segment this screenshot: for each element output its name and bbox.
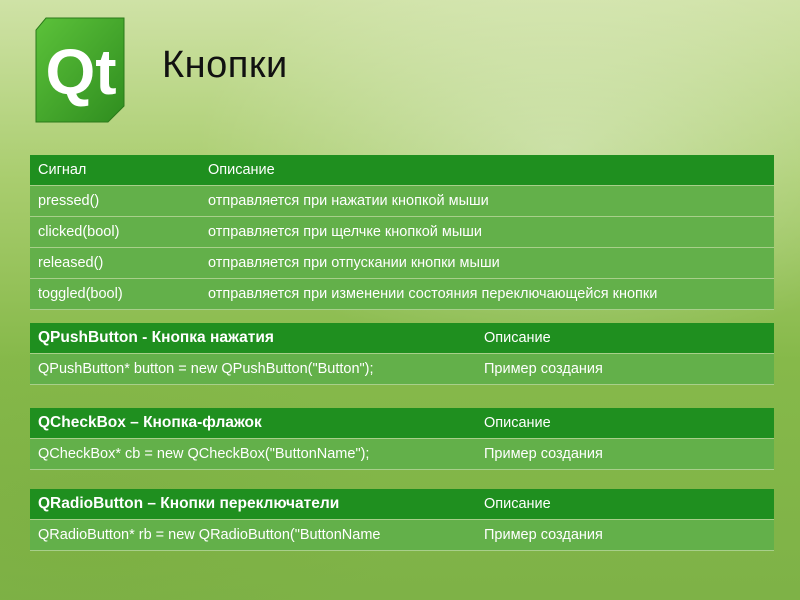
table-row bbox=[30, 520, 774, 551]
qt-logo-icon bbox=[32, 14, 130, 126]
table-row bbox=[30, 439, 774, 470]
header-signal: Сигнал bbox=[30, 155, 200, 186]
code-example: QRadioButton* rb = new QRadioButton("ButtonName bbox=[30, 520, 476, 551]
header-description: Описание bbox=[476, 489, 774, 520]
signals-table bbox=[30, 155, 774, 310]
qpushbutton-table bbox=[30, 323, 774, 385]
table-header-row bbox=[30, 408, 774, 439]
signal-name: clicked(bool) bbox=[30, 217, 200, 248]
signal-name: toggled(bool) bbox=[30, 279, 200, 310]
qt-logo-text: Qt bbox=[45, 36, 117, 108]
qcheckbox-table bbox=[30, 408, 774, 470]
signal-description: отправляется при нажатии кнопкой мыши bbox=[200, 186, 774, 217]
header-class-name: QPushButton - Кнопка нажатия bbox=[30, 323, 476, 354]
table-header-row bbox=[30, 155, 774, 186]
table-header-row bbox=[30, 489, 774, 520]
signal-description: отправляется при отпускании кнопки мыши bbox=[200, 248, 774, 279]
header-description: Описание bbox=[476, 323, 774, 354]
page-title: Кнопки bbox=[162, 44, 288, 86]
code-example: QCheckBox* cb = new QCheckBox("ButtonName"); bbox=[30, 439, 476, 470]
qradiobutton-table bbox=[30, 489, 774, 551]
table-row bbox=[30, 279, 774, 310]
table-row bbox=[30, 354, 774, 385]
header-description: Описание bbox=[200, 155, 774, 186]
signal-description: отправляется при щелчке кнопкой мыши bbox=[200, 217, 774, 248]
signal-description: отправляется при изменении состояния переключающейся кнопки bbox=[200, 279, 774, 310]
example-description: Пример создания bbox=[476, 439, 774, 470]
header-class-name: QRadioButton – Кнопки переключатели bbox=[30, 489, 476, 520]
table-row bbox=[30, 217, 774, 248]
code-example: QPushButton* button = new QPushButton("Button"); bbox=[30, 354, 476, 385]
example-description: Пример создания bbox=[476, 520, 774, 551]
header-class-name: QCheckBox – Кнопка-флажок bbox=[30, 408, 476, 439]
signal-name: pressed() bbox=[30, 186, 200, 217]
table-row bbox=[30, 248, 774, 279]
table-row bbox=[30, 186, 774, 217]
example-description: Пример создания bbox=[476, 354, 774, 385]
header-description: Описание bbox=[476, 408, 774, 439]
table-header-row bbox=[30, 323, 774, 354]
signal-name: released() bbox=[30, 248, 200, 279]
